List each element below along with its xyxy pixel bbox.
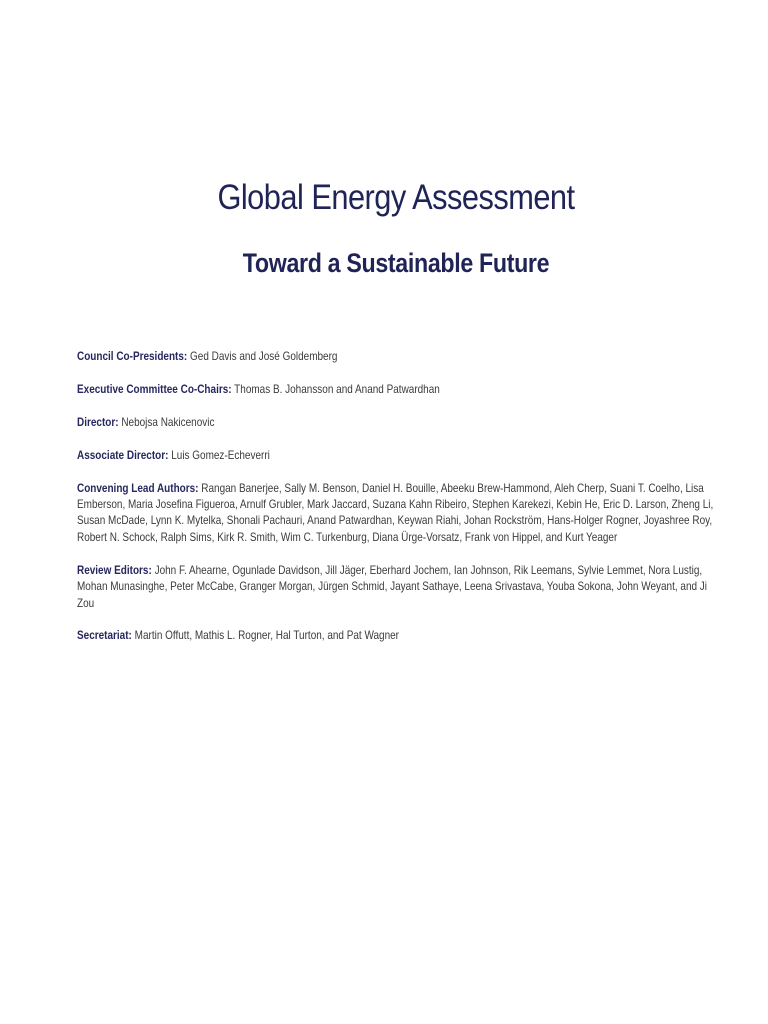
credit-names: John F. Ahearne, Ogunlade Davidson, Jill Jäger, Eberhard Jochem, Ian Johnson, Rik Leemans, Sylvie Lemmet, Nora Lustig, Mohan Munasinghe, Peter McCabe, Granger Morgan, Jürgen Schmid, Jayant Sathaye, Leena Srivastava, Youba Sokona, John Weyant, and Ji Zou [77,563,708,610]
credit-secretariat [77,628,713,644]
credit-label: Convening Lead Authors: [77,481,199,495]
credit-label: Council Co-Presidents: [77,350,188,363]
document-title: Global Energy Assessment [217,178,575,217]
credit-label: Associate Director: [77,448,169,462]
credit-convening-lead-authors [77,481,713,547]
credit-executive-committee-co-chairs [77,382,713,398]
credit-names: Nebojsa Nakicenovic [121,415,215,429]
credit-label: Secretariat: [77,629,132,643]
credit-names: Rangan Banerjee, Sally M. Benson, Daniel H. Bouille, Abeeku Brew-Hammond, Aleh Cherp, Suani T. Coelho, Lisa Emberson, Maria Josefina Figueroa, Arnulf Grubler, Mark Jaccard, Suzana Kahn Ribeiro, Stephen Karekezi, Kebin He, Eric D. Larson, Zheng Li, Susan McDade, Lynn K. Mytelka, Shonali Pachauri, Anand Patwardhan, Keywan Riahi, Johan Rockström, Hans-Holger Rogner, Joyashree Roy, Robert N. Schock, Ralph Sims, Kirk R. Smith, Wim C. Turkenburg, Diana Ürge-Vorsatz, Frank von Hippel, and Kurt Yeager [77,481,714,544]
credit-council-co-presidents [77,349,713,365]
credit-label: Review Editors: [77,563,152,577]
credit-names: Martin Offutt, Mathis L. Rogner, Hal Turton, and Pat Wagner [134,629,400,643]
credit-director [77,415,713,431]
credit-names: Luis Gomez-Echeverri [171,448,270,462]
credit-names: Ged Davis and José Goldemberg [190,350,338,363]
credit-label: Director: [77,415,119,429]
credit-associate-director [77,448,713,464]
credit-review-editors [77,563,713,612]
document-subtitle: Toward a Sustainable Future [242,248,550,278]
credit-label: Executive Committee Co-Chairs: [77,382,232,396]
credit-names: Thomas B. Johansson and Anand Patwardhan [234,382,440,396]
credits-section [77,349,713,661]
